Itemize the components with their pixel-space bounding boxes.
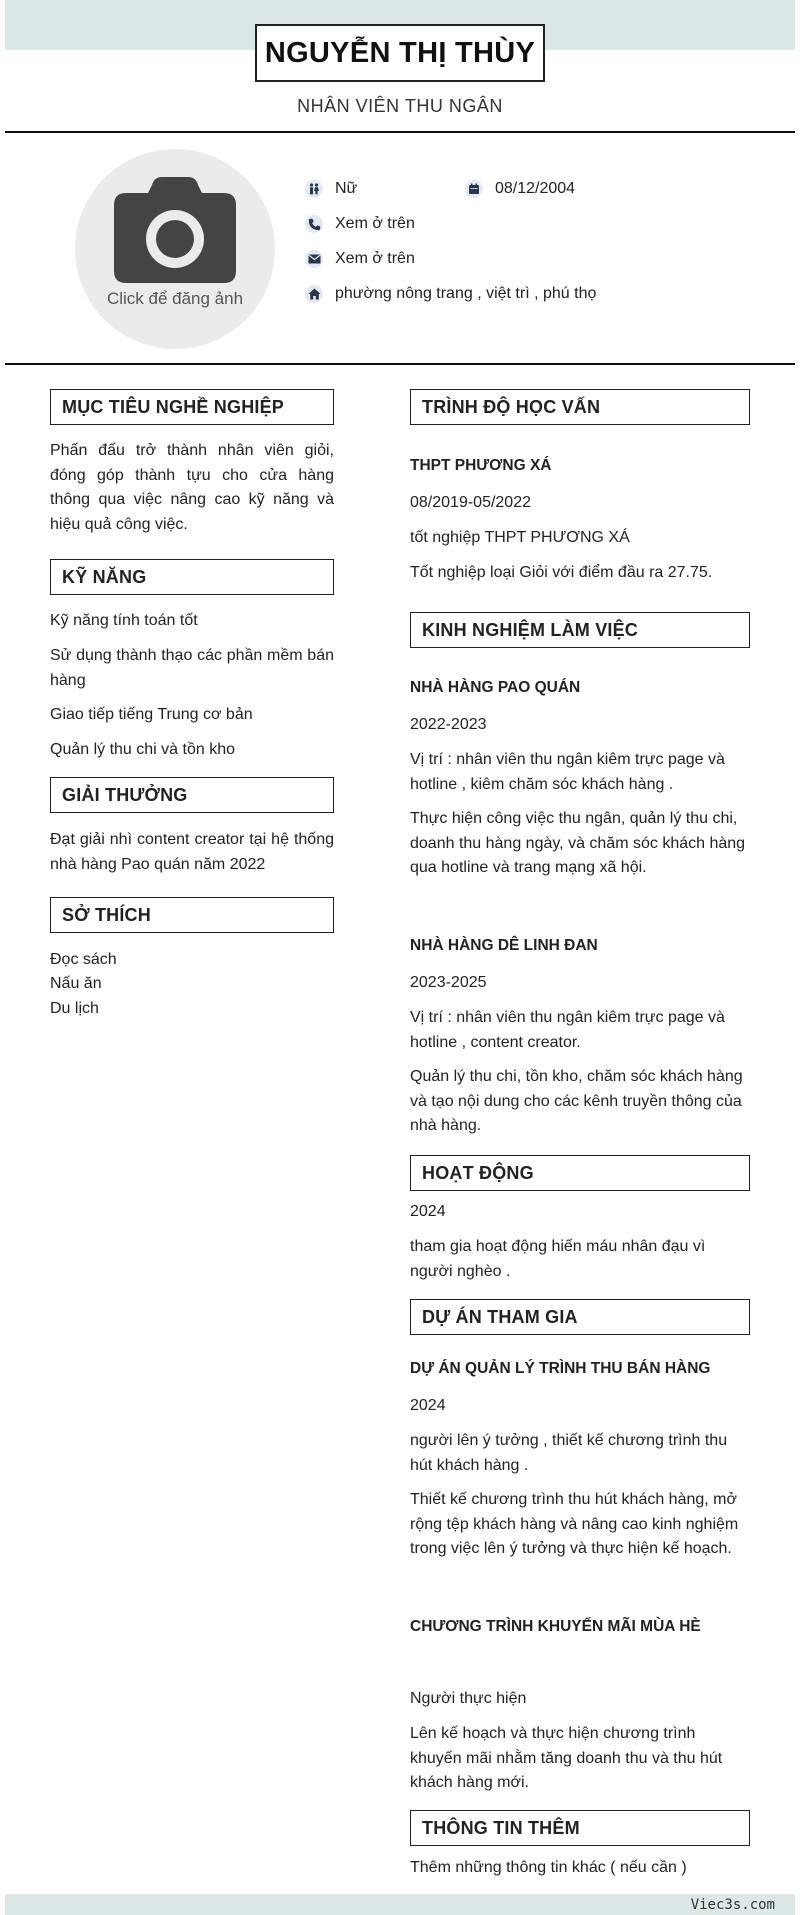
divider-top [5,131,795,133]
skill-item: Quản lý thu chi và tồn kho [50,741,235,758]
project-description: Lên kế hoạch và thực hiện chương trình khuyến mãi nhằm tăng doanh thu và thu hút khách hàng mới. [410,1725,723,1791]
job-period: 2022-2023 [410,716,487,733]
project-year: 2024 [410,1397,446,1414]
address-value: phường nông trang , việt trì , phú thọ [335,285,597,302]
education-line: Tốt nghiệp loại Giỏi với điểm đầu ra 27.75. [410,564,713,581]
job-company: NHÀ HÀNG PAO QUÁN [410,679,581,696]
divider-middle [5,363,795,365]
more-info-text: Thêm những thông tin khác ( nếu cần ) [410,1859,687,1876]
project-description: Thiết kế chương trình thu hút khách hàng, mở rộng tệp khách hàng và nâng cao kinh nghiệm trong việc lên ý tưởng và thực hiện kế hoạch. [410,1491,739,1557]
watermark: Viec3s.com [690,1897,775,1913]
phone-value: Xem ở trên [335,215,415,232]
envelope-icon [305,250,323,268]
activity-text: tham gia hoạt động hiến máu nhân đạu vì người nghèo . [410,1238,706,1280]
candidate-name: NGUYỄN THỊ THÙY [255,24,545,82]
address-row [305,285,596,303]
section-skills-title: KỸ NĂNG [50,559,334,595]
photo-upload[interactable] [75,149,275,349]
education-period: 08/2019-05/2022 [410,494,531,511]
job-description: Thực hiện công việc thu ngân, quản lý thu chi, doanh thu hàng ngày, và chăm sóc khách hàng qua hotline và trang mạng xã hội. [410,810,746,876]
section-education-title: TRÌNH ĐỘ HỌC VẤN [410,389,750,425]
project-name: DỰ ÁN QUẢN LÝ TRÌNH THU BÁN HÀNG [410,1360,711,1377]
section-awards-title: GIẢI THƯỞNG [50,777,334,813]
job-company: NHÀ HÀNG DÊ LINH ĐAN [410,937,598,954]
hobby-item: Đọc sách [50,951,117,968]
education-line: tốt nghiệp THPT PHƯƠNG XÁ [410,529,630,546]
hobby-item: Nấu ăn [50,975,102,992]
camera-icon [114,177,236,283]
section-objective-title: MỤC TIÊU NGHỀ NGHIỆP [50,389,334,425]
job-description: Quản lý thu chi, tồn kho, chăm sóc khách hàng và tạo nội dung cho các kênh truyền thông của nhà hàng. [410,1068,743,1134]
skill-item: Giao tiếp tiếng Trung cơ bản [50,706,253,723]
bottom-band [5,1894,795,1915]
job-role: Vị trí : nhân viên thu ngân kiêm trực page và hotline , content creator. [410,1009,725,1051]
job-role: Vị trí : nhân viên thu ngân kiêm trực page và hotline , kiêm chăm sóc khách hàng . [410,751,725,793]
section-experience-title: KINH NGHIỆM LÀM VIỆC [410,612,750,648]
project-role: Người thực hiện [410,1690,527,1707]
gender-row [305,180,357,198]
section-more-info-title: THÔNG TIN THÊM [410,1810,750,1846]
section-hobbies-title: SỞ THÍCH [50,897,334,933]
section-projects-title: DỰ ÁN THAM GIA [410,1299,750,1335]
skill-item: Sử dụng thành thạo các phần mềm bán hàng [50,647,334,689]
hobby-item: Du lịch [50,1000,99,1017]
job-period: 2023-2025 [410,974,487,991]
project-role: người lên ý tưởng , thiết kế chương trình thu hút khách hàng . [410,1432,728,1474]
education-school: THPT PHƯƠNG XÁ [410,457,552,474]
objective-text: Phấn đấu trở thành nhân viên giỏi, đóng góp thành tựu cho cửa hàng thông qua việc nâng cao kỹ năng và hiệu quả công việc. [50,442,334,533]
gender-value: Nữ [335,180,358,197]
email-value: Xem ở trên [335,250,415,267]
phone-row [305,215,415,233]
section-activities-title: HOẠT ĐỘNG [410,1155,750,1191]
skill-item: Kỹ năng tính toán tốt [50,612,198,629]
project-name: CHƯƠNG TRÌNH KHUYẾN MÃI MÙA HÈ [410,1618,701,1635]
email-row [305,250,415,268]
awards-text: Đạt giải nhì content creator tại hệ thống nhà hàng Pao quán năm 2022 [50,831,334,873]
calendar-icon [465,180,483,198]
birthdate-row [465,180,575,198]
home-icon [305,285,323,303]
gender-icon [305,180,323,198]
birthdate-value: 08/12/2004 [495,180,576,197]
job-title: NHÂN VIÊN THU NGÂN [297,96,503,116]
phone-icon [305,215,323,233]
photo-caption: Click để đăng ảnh [106,289,244,308]
activity-year: 2024 [410,1203,446,1220]
